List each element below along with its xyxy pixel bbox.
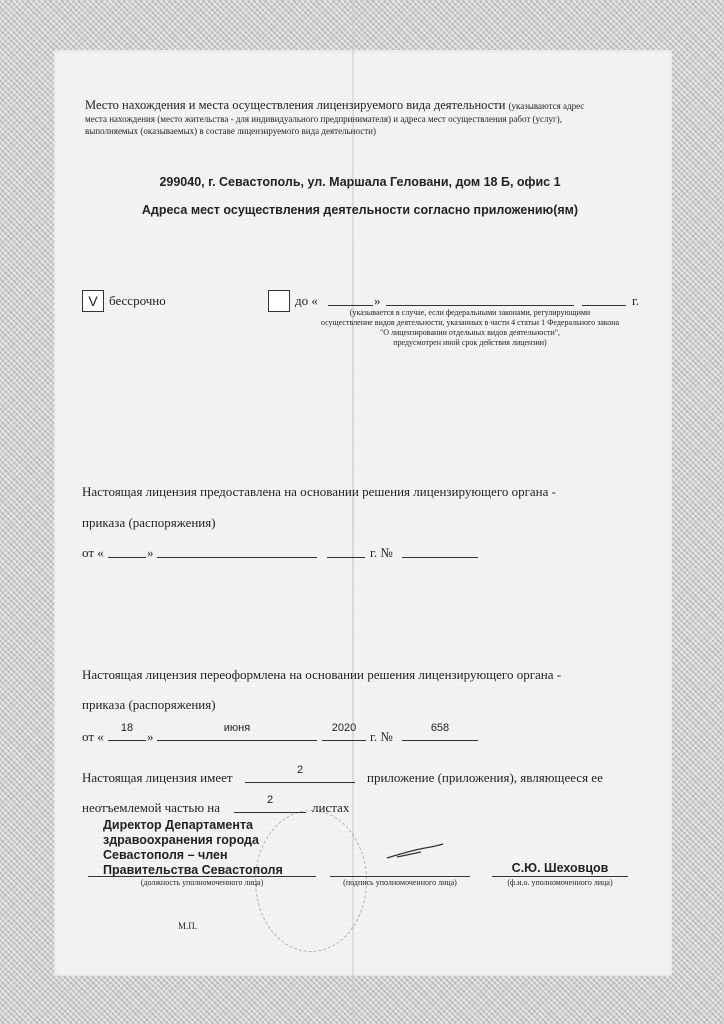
- appendix-line2-b: листах: [312, 800, 350, 815]
- address-line: 299040, г. Севастополь, ул. Маршала Геловани, дом 18 Б, офис 1: [159, 175, 561, 189]
- indefinite-label: бессрочно: [109, 293, 166, 308]
- address-appendix-line: Адреса мест осуществления деятельности согласно приложению(ям): [141, 203, 579, 217]
- basis-from-prefix: от «: [82, 545, 104, 560]
- header-block: [85, 98, 665, 112]
- indefinite-checkbox: V: [82, 290, 104, 312]
- until-month-line: [386, 305, 574, 306]
- signatory-position-line3: Севастополя – член: [103, 848, 228, 862]
- reissue-from-prefix: от «: [82, 729, 104, 744]
- basis-line2: приказа (распоряжения): [82, 515, 216, 530]
- reissue-month-line: [157, 740, 317, 741]
- basis-number-line: [402, 557, 478, 558]
- basis-day-line: [108, 557, 146, 558]
- handwritten-signature: [385, 842, 445, 862]
- validity-note-2: осуществление видов деятельности, указанных в части 4 статьи 1 Федерального закона: [320, 318, 620, 327]
- appendix-count-line: [245, 782, 355, 783]
- basis-year-no: г. №: [370, 545, 393, 560]
- validity-note-1: (указывается в случае, если федеральными законами, регулирующими: [349, 308, 591, 317]
- name-line: [492, 876, 628, 877]
- basis-year-line: [327, 557, 365, 558]
- reissue-year-line: [322, 740, 366, 741]
- appendix-sheets: 2: [266, 794, 274, 806]
- reissue-line2: приказа (распоряжения): [82, 697, 216, 712]
- until-day-line: [328, 305, 373, 306]
- header-title: Место нахождения и места осуществления лицензируемого вида деятельности: [85, 98, 506, 112]
- validity-note-3: "О лицензировании отдельных видов деятельности",: [379, 328, 561, 337]
- reissue-day-line: [108, 740, 146, 741]
- header-note: (указываются адрес: [508, 101, 585, 111]
- signatory-name: С.Ю. Шеховцов: [511, 861, 609, 875]
- reissue-line1: Настоящая лицензия переоформлена на основании решения лицензирующего органа -: [82, 667, 562, 682]
- signature-caption: (подпись уполномоченного лица): [343, 878, 457, 887]
- reissue-year-no: г. №: [370, 729, 393, 744]
- until-prefix: до «: [295, 293, 318, 308]
- validity-note-4: предусмотрен иной срок действия лицензии): [393, 338, 547, 347]
- signatory-position-line2: здравоохранения города: [103, 833, 259, 847]
- signatory-position: [103, 818, 283, 878]
- appendix-line1-b: приложение (приложения), являющееся ее: [367, 770, 603, 785]
- position-caption: (должность уполномоченного лица): [140, 878, 264, 887]
- reissue-from-close: »: [147, 729, 154, 744]
- appendix-count: 2: [296, 764, 304, 776]
- signatory-position-line4: Правительства Севастополя: [103, 863, 283, 877]
- until-checkbox: [268, 290, 290, 312]
- reissue-month: июня: [223, 722, 251, 734]
- reissue-number: 658: [430, 722, 450, 734]
- position-line: [88, 876, 316, 877]
- header-note-line3: выполняемых (оказываемых) в составе лицензируемого вида деятельности): [85, 126, 376, 136]
- stamp-label: М.П.: [178, 921, 198, 931]
- appendix-line1-a: Настоящая лицензия имеет: [82, 770, 233, 785]
- appendix-line2-a: неотъемлемой частью на: [82, 800, 221, 815]
- reissue-number-line: [402, 740, 478, 741]
- basis-from-close: »: [147, 545, 154, 560]
- name-caption: (ф.и.о. уполномоченного лица): [507, 878, 613, 887]
- header-note-line2: места нахождения (место жительства - для индивидуального предпринимателя) и адреса мест осуществления работ (услуг),: [85, 114, 562, 124]
- signatory-position-line1: Директор Департамента: [103, 818, 254, 832]
- until-year-line: [582, 305, 626, 306]
- reissue-day: 18: [120, 722, 134, 734]
- reissue-year: 2020: [331, 722, 357, 734]
- basis-month-line: [157, 557, 317, 558]
- until-year-suffix: г.: [632, 293, 640, 308]
- signature-line: [330, 876, 470, 877]
- basis-line1: Настоящая лицензия предоставлена на основании решения лицензирующего органа -: [82, 484, 556, 499]
- until-close: »: [374, 293, 381, 308]
